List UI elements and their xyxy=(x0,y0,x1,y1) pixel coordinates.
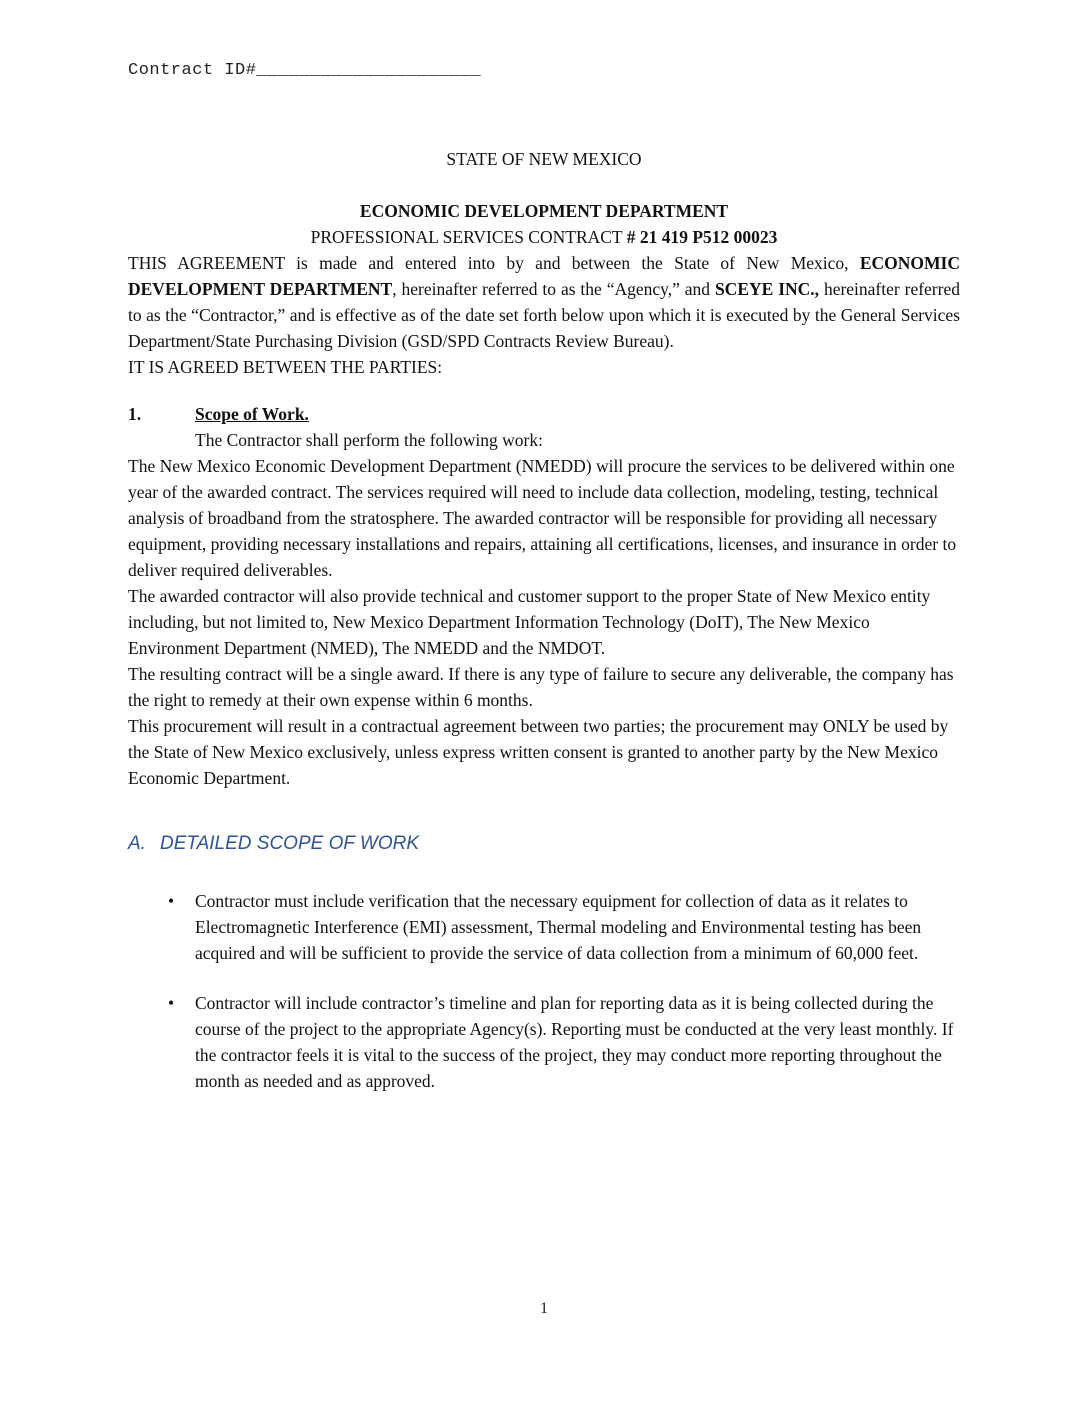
bullet-icon: • xyxy=(168,993,175,1013)
agency-name-bold: ECONOMIC DEVELOPMENT DEPARTMENT xyxy=(128,253,960,299)
section-1-heading-row xyxy=(128,401,960,427)
section-1-heading: Scope of Work. xyxy=(195,404,309,424)
scope-paragraph-support: The awarded contractor will also provide technical and customer support to the proper State of New Mexico entity including, but not limited to, New Mexico Department Information Technology (DoIT), The New Mexico Environment Department (NMED), The NMEDD and the NMDOT. xyxy=(128,586,931,658)
section-1-scope-of-work xyxy=(128,401,960,453)
contractor-name-bold: SCEYE INC., xyxy=(714,279,820,299)
list-item xyxy=(128,990,960,1094)
agreement-intro-paragraph xyxy=(128,250,960,354)
scope-paragraph-single-award: The resulting contract will be a single award. If there is any type of failure to secure any deliverable, the company has the right to remedy at their own expense within 6 months. xyxy=(128,664,954,710)
intro-text-2: , hereinafter referred to as the “Agency,” and xyxy=(392,279,715,299)
bullet-text-reporting-timeline: Contractor will include contractor’s timeline and plan for reporting data as it is being collected during the course of the project to the appropriate Agency(s). Reporting must be conducted at the very least monthly. If the contractor feels it is vital to the success of the project, they may conduct more reporting throughout the month as needed and as approved. xyxy=(195,993,954,1091)
list-item xyxy=(128,888,960,966)
agreed-between-parties-line: IT IS AGREED BETWEEN THE PARTIES: xyxy=(128,357,443,377)
document-title-state: STATE OF NEW MEXICO xyxy=(446,149,642,169)
detailed-scope-bullet-list xyxy=(128,888,960,1094)
document-title-department: ECONOMIC DEVELOPMENT DEPARTMENT xyxy=(359,201,729,221)
document-title-contract-number xyxy=(128,224,960,250)
bullet-icon: • xyxy=(168,891,175,911)
section-a-title: DETAILED SCOPE OF WORK xyxy=(160,833,420,854)
intro-text-3: hereinafter referred to as the “Contractor,” and is effective as of the date set forth below upon which it is executed by the General Services Department/State Purchasing Division (GSD/SPD Contracts Review Bureau). xyxy=(128,279,960,351)
intro-text-1: THIS AGREEMENT is made and entered into by and between the State of New Mexico, xyxy=(128,253,860,273)
scope-paragraph-nmedd: The New Mexico Economic Development Department (NMEDD) will procure the services to be delivered within one year of the awarded contract. The services required will need to include data collection, modeling, testing, technical analysis of broadband from the stratosphere. The awarded contractor will be responsible for providing all necessary equipment, providing necessary installations and repairs, attaining all certifications, licenses, and insurance in order to deliver required deliverables. xyxy=(128,456,957,580)
section-1-subheading: The Contractor shall perform the following work: xyxy=(195,430,543,450)
title-block xyxy=(128,146,960,250)
scope-paragraph-procurement: This procurement will result in a contractual agreement between two parties; the procurement may ONLY be used by the State of New Mexico exclusively, unless express written consent is granted to another party by the New Mexico Economic Department. xyxy=(128,716,949,788)
contract-title-regular: PROFESSIONAL SERVICES CONTRACT xyxy=(310,227,627,247)
contract-id-line: Contract ID#_____________________ xyxy=(128,61,482,80)
section-a-label: A. xyxy=(128,833,146,854)
section-a-detailed-scope-heading xyxy=(128,831,960,856)
bullet-text-equipment-verification: Contractor must include verification that the necessary equipment for collection of data as it relates to Electromagnetic Interference (EMI) assessment, Thermal modeling and Environmental testing has been acquired and will be sufficient to provide the service of data collection from a minimum of 60,000 feet. xyxy=(195,891,922,963)
section-1-number: 1. xyxy=(128,404,142,424)
page-number: 1 xyxy=(540,1300,548,1317)
contract-number: # 21 419 P512 00023 xyxy=(626,227,778,247)
